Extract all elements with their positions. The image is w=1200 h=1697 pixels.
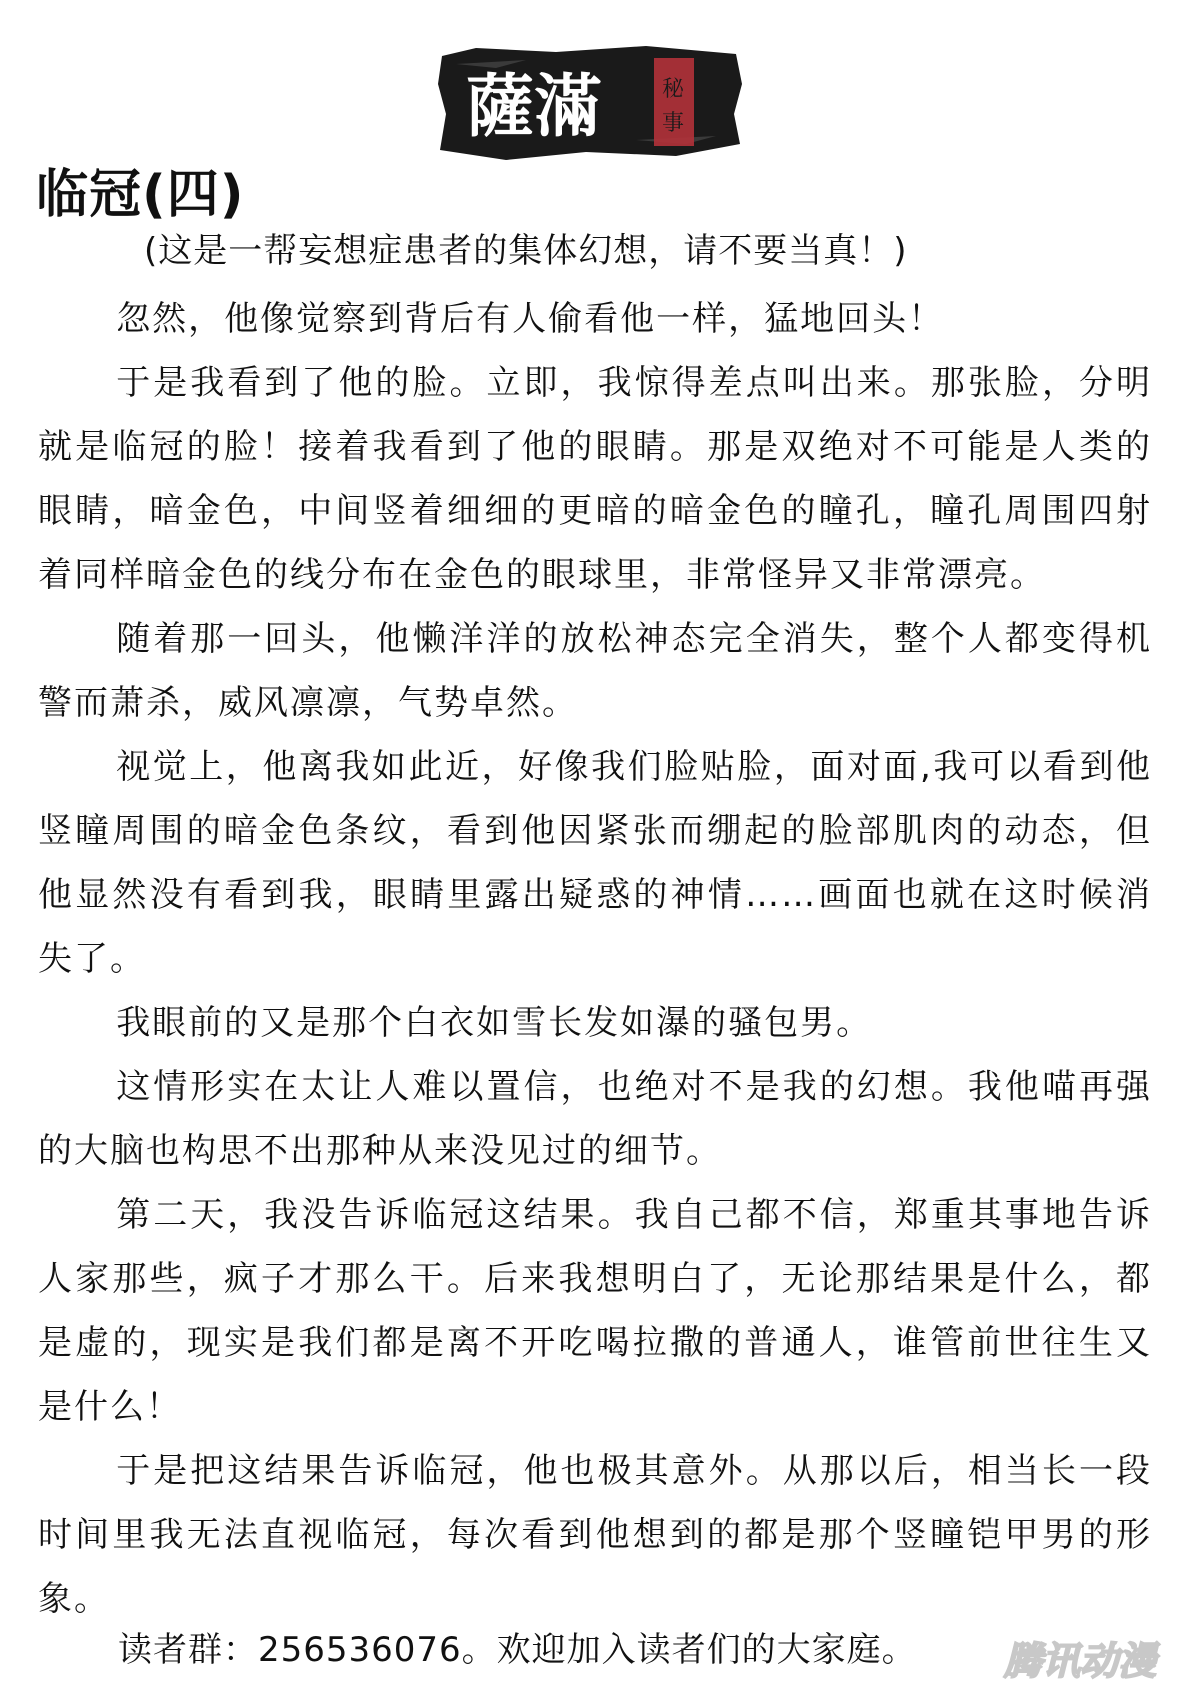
story-content <box>38 287 1152 1631</box>
paragraph: 于是我看到了他的脸。立即，我惊得差点叫出来。那张脸，分明就是临冠的脸！接着我看到了他的眼睛。那是双绝对不可能是人类的眼睛，暗金色，中间竖着细细的更暗的暗金色的瞳孔，瞳孔周围四射着同样暗金色的线分布在金色的眼球里，非常怪异又非常漂亮。 <box>38 363 1152 595</box>
series-logo <box>436 44 746 162</box>
logo-subtext-1: 秘 <box>662 77 685 102</box>
paragraph: 这情形实在太让人难以置信，也绝对不是我的幻想。我他喵再强的大脑也构思不出那种从来没见过的细节。 <box>38 1067 1152 1171</box>
paragraph: 忽然，他像觉察到背后有人偷看他一样，猛地回头！ <box>116 299 945 339</box>
logo-text: 薩滿 <box>466 67 603 147</box>
paragraph: 于是把这结果告诉临冠，他也极其意外。从那以后，相当长一段时间里我无法直视临冠，每次看到他想到的都是那个竖瞳铠甲男的形象。 <box>38 1451 1152 1619</box>
watermark-text: 腾讯动漫 <box>1004 1639 1157 1683</box>
reader-group-note: 读者群：256536076。欢迎加入读者们的大家庭。 <box>118 1630 917 1670</box>
paragraph: 我眼前的又是那个白衣如雪长发如瀑的骚包男。 <box>116 1003 873 1043</box>
watermark-logo <box>1000 1636 1190 1684</box>
logo-subtext-2: 事 <box>662 111 685 136</box>
paragraph: 第二天，我没告诉临冠这结果。我自己都不信，郑重其事地告诉人家那些，疯子才那么干。后来我想明白了，无论那结果是什么，都是虚的，现实是我们都是离不开吃喝拉撒的普通人，谁管前世往生又是什么！ <box>38 1195 1152 1427</box>
disclaimer: (这是一帮妄想症患者的集体幻想，请不要当真！) <box>144 231 908 271</box>
paragraph: 视觉上，他离我如此近，好像我们脸贴脸，面对面,我可以看到他竖瞳周围的暗金色条纹，看到他因紧张而绷起的脸部肌肉的动态，但他显然没有看到我，眼睛里露出疑惑的神情……画面也就在这时候消失了。 <box>38 747 1152 979</box>
paragraph: 随着那一回头，他懒洋洋的放松神态完全消失，整个人都变得机警而萧杀，威风凛凛，气势卓然。 <box>38 619 1152 723</box>
chapter-title: 临冠(四) <box>36 165 245 225</box>
